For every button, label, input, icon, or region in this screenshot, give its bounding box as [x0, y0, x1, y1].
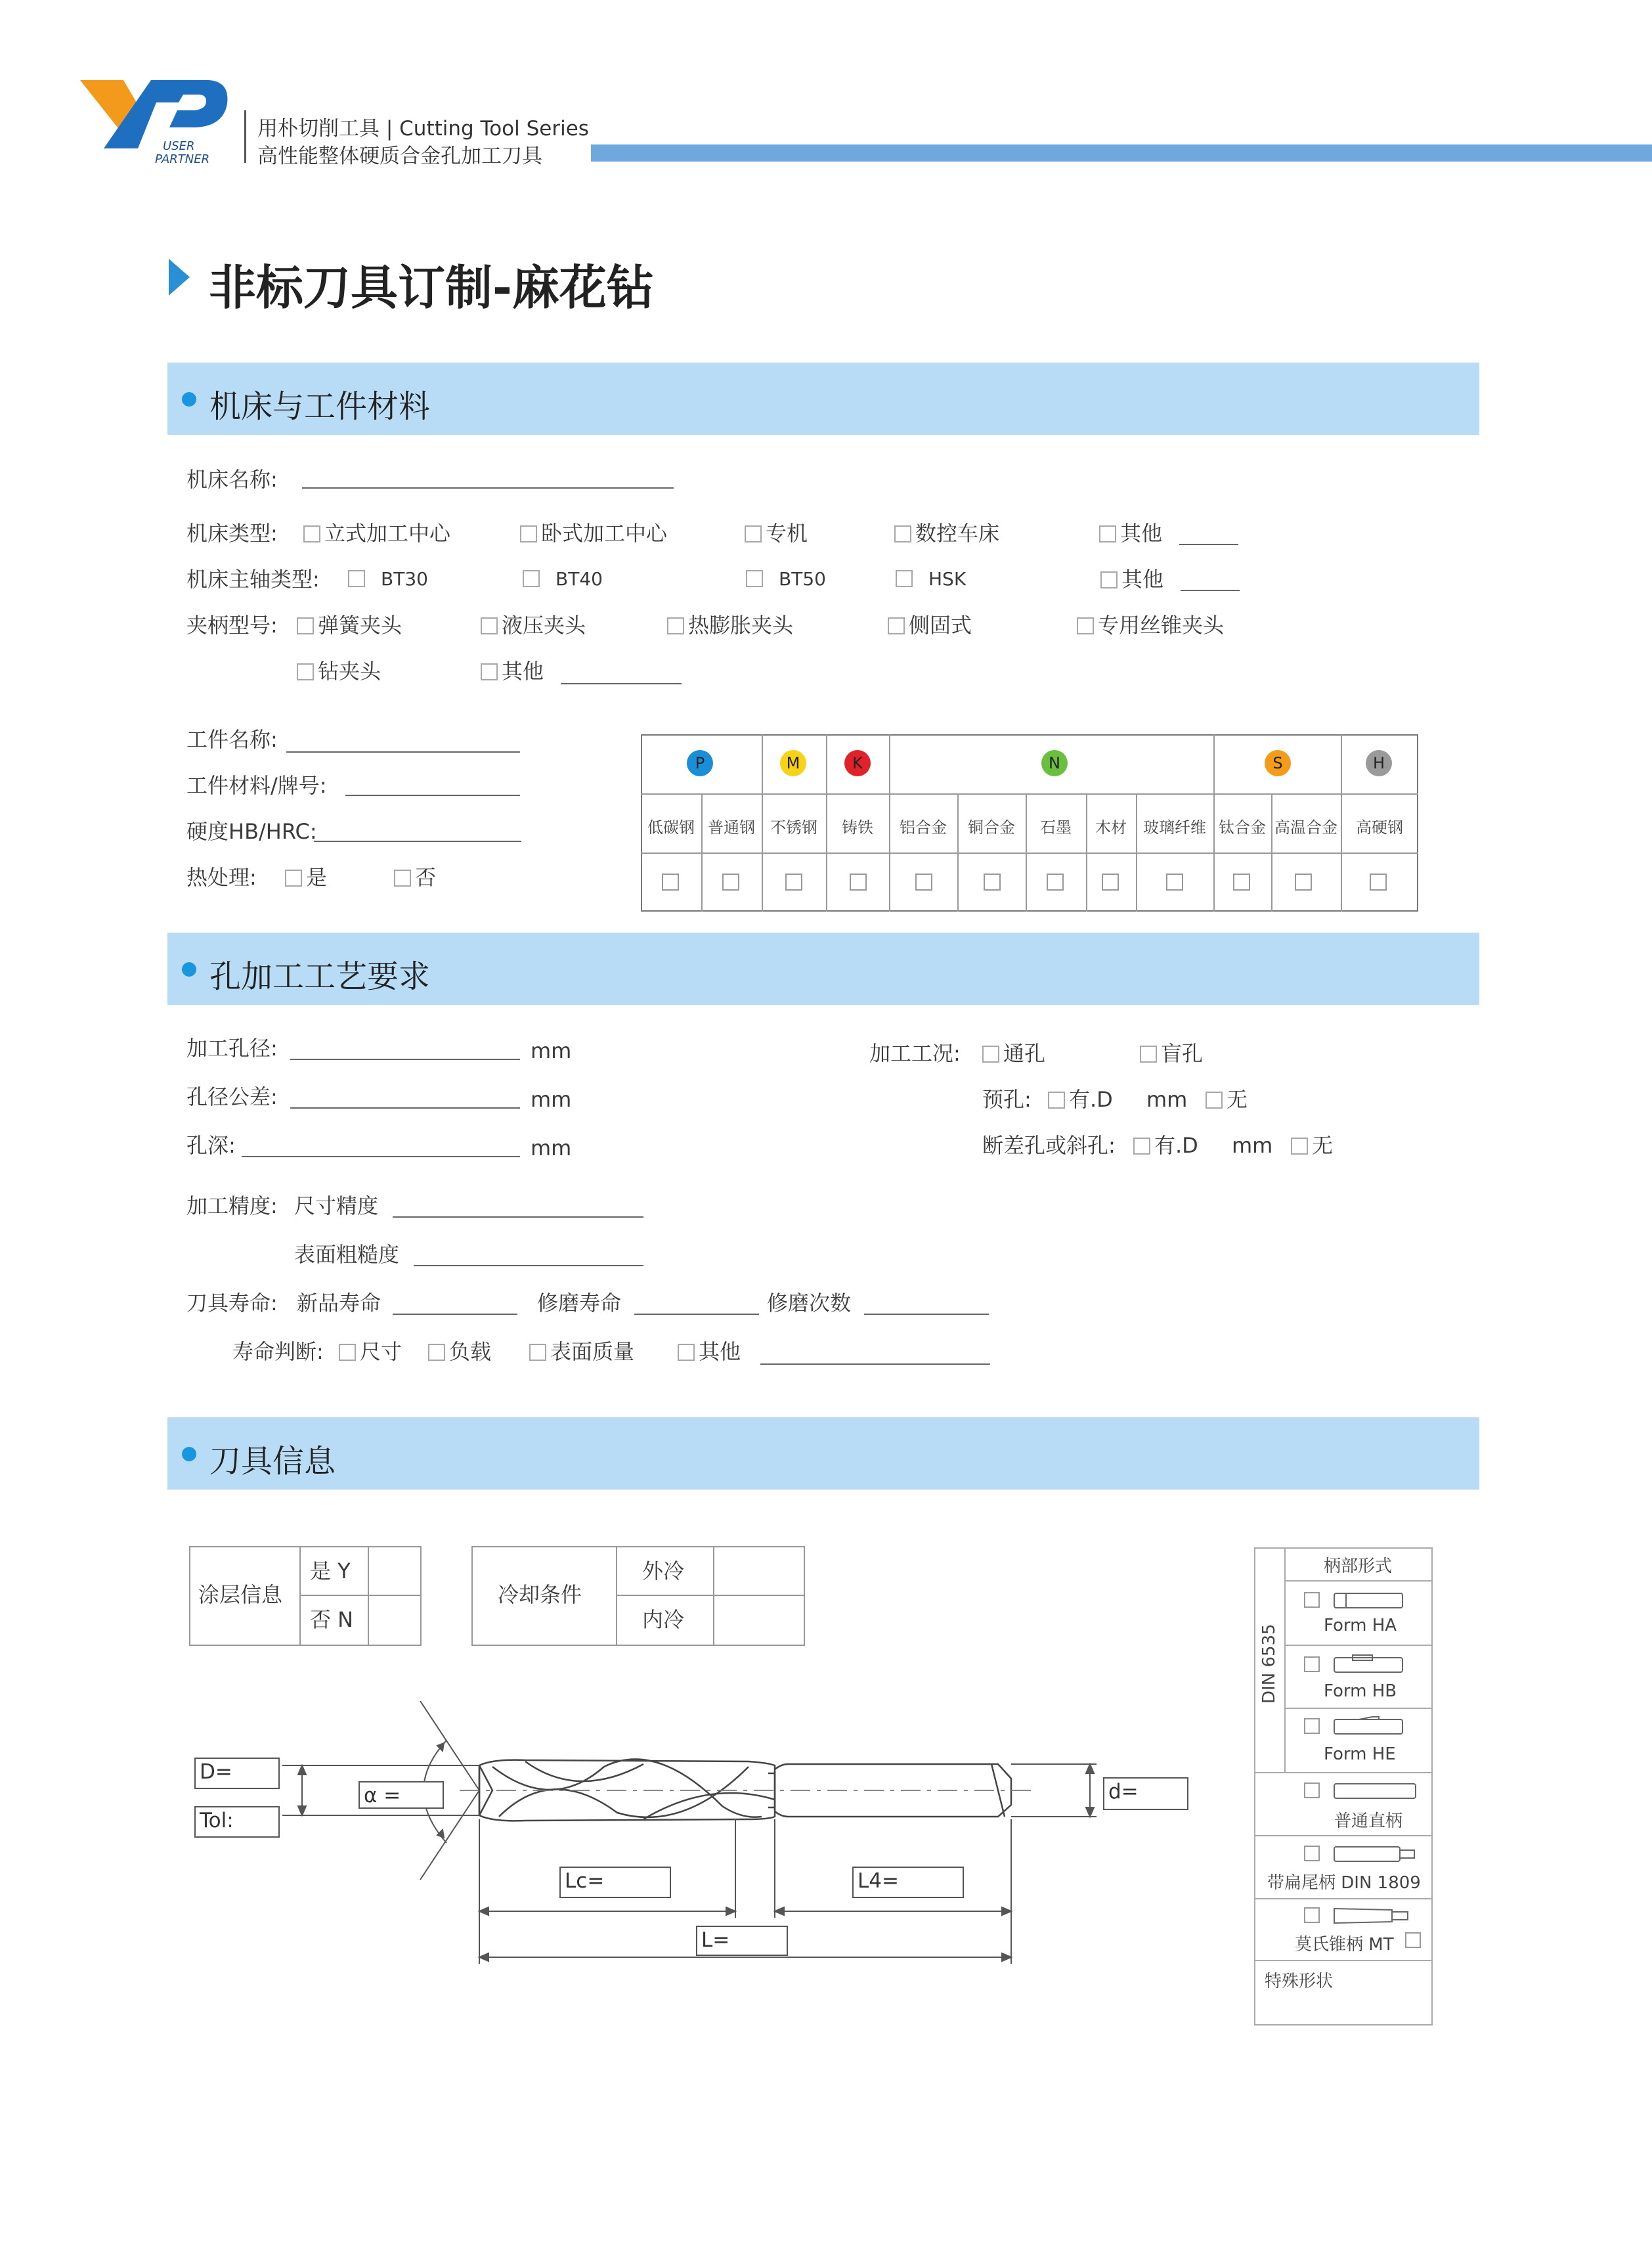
shank-hb-label: Form HB: [1324, 1681, 1397, 1701]
surface-label: 表面粗糙度: [294, 1242, 400, 1267]
checkbox[interactable]: [1206, 1092, 1223, 1109]
shank-tang-icon: [1333, 1843, 1418, 1865]
table-col-line: [957, 793, 959, 912]
table-col-line: [1136, 793, 1137, 912]
cooling-external: 外冷: [642, 1559, 685, 1583]
checkbox[interactable]: [667, 617, 684, 634]
dim-l4-input[interactable]: L4=: [852, 1867, 964, 1898]
spindle-other[interactable]: 其他: [1100, 569, 1163, 590]
shank-plain-label: 普通直柄: [1334, 1811, 1403, 1831]
spindle-hsk[interactable]: HSK: [896, 570, 966, 588]
checkbox[interactable]: [481, 663, 498, 680]
checkbox[interactable]: [982, 1046, 999, 1063]
spindle-label: 机床主轴类型:: [186, 567, 320, 592]
dim-alpha-input[interactable]: α =: [359, 1781, 444, 1809]
machine-type-vertical[interactable]: 立式加工中心: [303, 523, 450, 544]
spindle-bt30[interactable]: BT30: [348, 570, 428, 588]
shank-ha-checkbox[interactable]: [1304, 1592, 1320, 1608]
material-group-s: S: [1265, 750, 1291, 776]
dim-lc-input[interactable]: Lc=: [559, 1867, 671, 1898]
panel-line: [1254, 1835, 1433, 1836]
material-group-h: H: [1366, 750, 1392, 776]
checkbox[interactable]: [1099, 525, 1116, 542]
spindle-other-field[interactable]: [1181, 590, 1240, 591]
material-checkbox[interactable]: [915, 874, 932, 891]
hole-depth-label: 孔深:: [186, 1133, 236, 1158]
checkbox[interactable]: [888, 617, 905, 634]
material-group-k: K: [844, 750, 871, 776]
dim-precision-field[interactable]: [393, 1216, 643, 1218]
checkbox[interactable]: [297, 617, 314, 634]
table-rule: [641, 793, 1418, 795]
box-line: [616, 1546, 617, 1646]
material-checkbox[interactable]: [1166, 874, 1183, 891]
header-bar: [591, 144, 1652, 162]
machine-name-field[interactable]: [302, 487, 674, 489]
material-label: 铝合金: [900, 818, 947, 837]
checkbox[interactable]: [520, 525, 537, 542]
checkbox[interactable]: [428, 1344, 445, 1361]
table-rule: [641, 852, 1418, 854]
holder-shrink[interactable]: 热膨胀夹头: [667, 615, 793, 636]
judge-other-field[interactable]: [760, 1363, 990, 1365]
logo: [77, 77, 235, 169]
shank-special-label: 特殊形状: [1265, 1972, 1334, 1991]
series-line-1: 用朴切削工具 | Cutting Tool Series: [257, 117, 589, 141]
shank-he-icon: [1333, 1716, 1405, 1738]
prehole-label: 预孔:: [982, 1087, 1032, 1112]
unit-mm: mm: [531, 1038, 572, 1063]
checkbox[interactable]: [1077, 617, 1094, 634]
condition-through[interactable]: 通孔: [982, 1043, 1045, 1064]
checkbox[interactable]: [529, 1344, 546, 1361]
judge-load[interactable]: 负载: [428, 1341, 491, 1362]
coating-yes-cell[interactable]: [370, 1549, 419, 1592]
material-checkbox[interactable]: [850, 874, 867, 891]
table-col-line: [1271, 793, 1272, 912]
shank-tang-label: 带扁尾柄 DIN 1809: [1267, 1873, 1421, 1893]
workpiece-material-label: 工件材料/牌号:: [186, 773, 327, 798]
step-hole-label: 断差孔或斜孔:: [982, 1133, 1116, 1158]
hole-diameter-field[interactable]: [290, 1059, 520, 1060]
regrind-count-label: 修磨次数: [767, 1291, 852, 1316]
hole-tolerance-label: 孔径公差:: [186, 1084, 278, 1109]
panel-line: [1254, 1898, 1433, 1899]
dim-d-input[interactable]: D=: [194, 1758, 280, 1789]
checkbox[interactable]: [348, 570, 365, 587]
title-arrow-icon: [169, 259, 190, 296]
table-col-line: [701, 793, 703, 912]
spindle-bt50[interactable]: BT50: [746, 570, 826, 588]
heat-treat-label: 热处理:: [186, 865, 257, 890]
section-title: 孔加工工艺要求: [209, 958, 431, 995]
hardness-field[interactable]: [314, 841, 521, 842]
material-checkbox[interactable]: [1295, 874, 1312, 891]
shank-hb-checkbox[interactable]: [1304, 1656, 1320, 1672]
shank-morse-mt-checkbox[interactable]: [1405, 1932, 1421, 1948]
shank-ha-icon: [1333, 1589, 1405, 1612]
material-label: 钛合金: [1219, 818, 1266, 837]
material-checkbox[interactable]: [785, 874, 802, 891]
checkbox[interactable]: [678, 1344, 695, 1361]
checkbox[interactable]: [394, 870, 411, 887]
section-dot-icon: [182, 962, 196, 977]
section-title: 机床与工件材料: [209, 388, 431, 425]
material-label: 普通钢: [708, 818, 755, 837]
machine-type-other-field[interactable]: [1179, 544, 1238, 545]
step-hole-no[interactable]: 无: [1291, 1135, 1333, 1156]
hole-tolerance-field[interactable]: [290, 1107, 520, 1109]
material-checkbox[interactable]: [1233, 874, 1250, 891]
new-life-label: 新品寿命: [297, 1291, 381, 1316]
material-label: 玻璃纤维: [1143, 818, 1206, 837]
regrind-life-field[interactable]: [634, 1314, 759, 1315]
checkbox[interactable]: [1048, 1092, 1065, 1109]
condition-label: 加工工况:: [869, 1041, 961, 1066]
cooling-internal-cell[interactable]: [716, 1597, 802, 1643]
shank-title: 柄部形式: [1324, 1557, 1393, 1576]
material-label: 铜合金: [968, 818, 1015, 837]
surface-field[interactable]: [414, 1265, 643, 1266]
logo-text-partner: PARTNER: [155, 152, 210, 166]
box-line: [616, 1595, 805, 1596]
holder-tap-chuck[interactable]: 专用丝锥夹头: [1077, 615, 1224, 636]
section-tool-info: [167, 1417, 1479, 1490]
judge-other[interactable]: 其他: [678, 1341, 741, 1362]
unit-mm: mm: [531, 1087, 572, 1112]
material-label: 高温合金: [1274, 818, 1337, 837]
material-label: 低碳钢: [647, 818, 695, 837]
material-checkbox[interactable]: [1047, 874, 1064, 891]
heat-treat-no[interactable]: 否: [394, 867, 436, 888]
machine-type-horizontal[interactable]: 卧式加工中心: [520, 523, 667, 544]
judge-size[interactable]: 尺寸: [339, 1341, 402, 1362]
checkbox[interactable]: [894, 525, 911, 542]
material-label: 石墨: [1040, 818, 1072, 837]
box-line: [299, 1595, 422, 1596]
hole-depth-field[interactable]: [242, 1156, 520, 1157]
dim-precision-label: 尺寸精度: [294, 1193, 379, 1218]
series-line-2: 高性能整体硬质合金孔加工刀具: [257, 144, 542, 168]
checkbox[interactable]: [285, 870, 302, 887]
material-group-m: M: [780, 750, 806, 776]
material-checkbox[interactable]: [722, 874, 739, 891]
machine-type-other[interactable]: 其他: [1099, 523, 1162, 544]
material-checkbox[interactable]: [662, 874, 679, 891]
coating-label: 涂层信息: [198, 1582, 283, 1607]
cooling-external-cell[interactable]: [716, 1549, 802, 1592]
judge-surface[interactable]: 表面质量: [529, 1341, 634, 1362]
header-divider: [244, 110, 246, 163]
holder-label: 夹柄型号:: [186, 613, 278, 638]
din-6535-label: DIN 6535: [1259, 1624, 1279, 1704]
box-line: [713, 1546, 714, 1646]
holder-side-lock[interactable]: 侧固式: [888, 615, 972, 636]
precision-label: 加工精度:: [186, 1193, 278, 1218]
hardness-label: 硬度HB/HRC:: [186, 819, 317, 844]
checkbox[interactable]: [1100, 571, 1118, 588]
tool-life-label: 刀具寿命:: [186, 1291, 278, 1316]
workpiece-name-field[interactable]: [286, 751, 520, 753]
workpiece-material-field[interactable]: [345, 795, 520, 796]
panel-line: [1284, 1708, 1433, 1709]
material-checkbox[interactable]: [1370, 874, 1387, 891]
section-dot-icon: [182, 392, 196, 407]
spindle-bt40[interactable]: BT40: [523, 570, 603, 588]
shank-tang-checkbox[interactable]: [1304, 1846, 1320, 1861]
shank-special-field[interactable]: [1257, 1990, 1430, 2023]
dim-tol-input[interactable]: Tol:: [194, 1806, 280, 1838]
shank-morse-icon: [1333, 1905, 1418, 1927]
coating-yes: 是 Y: [310, 1559, 351, 1583]
material-group-p: P: [687, 750, 713, 776]
new-life-field[interactable]: [393, 1314, 517, 1315]
hole-diameter-label: 加工孔径:: [186, 1036, 278, 1061]
section-hole-process: [167, 933, 1479, 1005]
panel-line: [1254, 1772, 1433, 1773]
cooling-internal: 内冷: [642, 1607, 685, 1632]
section-machine-material: [167, 363, 1479, 435]
coating-no: 否 N: [310, 1607, 354, 1632]
shank-plain-icon: [1333, 1780, 1418, 1802]
material-label: 铸铁: [842, 818, 873, 837]
checkbox[interactable]: [746, 570, 763, 587]
holder-collet[interactable]: 弹簧夹头: [297, 615, 402, 636]
logo-text-user: USER: [163, 139, 195, 153]
workpiece-name-label: 工件名称:: [186, 727, 278, 752]
holder-drill-chuck[interactable]: 钻夹头: [297, 661, 381, 682]
section-title: 刀具信息: [209, 1443, 336, 1480]
unit-mm: mm: [1232, 1133, 1273, 1158]
machine-name-label: 机床名称:: [186, 467, 278, 492]
page-title: 非标刀具订制-麻花钻: [209, 260, 654, 315]
coating-no-cell[interactable]: [370, 1597, 419, 1643]
section-dot-icon: [182, 1447, 196, 1461]
machine-type-label: 机床类型:: [186, 521, 278, 546]
unit-mm: mm: [531, 1136, 572, 1161]
dim-shank-d-input[interactable]: d=: [1103, 1777, 1188, 1810]
panel-line: [1284, 1580, 1433, 1582]
shank-plain-checkbox[interactable]: [1304, 1782, 1320, 1798]
material-checkbox[interactable]: [984, 874, 1001, 891]
checkbox[interactable]: [481, 617, 498, 634]
heat-treat-yes[interactable]: 是: [285, 867, 327, 888]
checkbox[interactable]: [297, 663, 314, 680]
box-line: [299, 1546, 301, 1646]
holder-hydraulic[interactable]: 液压夹头: [481, 615, 586, 636]
prehole-yes[interactable]: 有.D: [1048, 1089, 1113, 1110]
table-col-line: [1026, 793, 1027, 912]
shank-he-label: Form HE: [1324, 1744, 1396, 1764]
material-label: 木材: [1095, 818, 1127, 837]
shank-morse-checkbox[interactable]: [1304, 1907, 1320, 1923]
prehole-no[interactable]: 无: [1206, 1089, 1248, 1110]
machine-type-cnc-lathe[interactable]: 数控车床: [894, 523, 999, 544]
dim-l-input[interactable]: L=: [696, 1926, 788, 1956]
material-checkbox[interactable]: [1102, 874, 1119, 891]
shank-hb-icon: [1333, 1654, 1405, 1676]
holder-other-field[interactable]: [561, 683, 682, 684]
checkbox[interactable]: [523, 570, 540, 587]
panel-line: [1254, 1960, 1433, 1961]
checkbox[interactable]: [303, 525, 320, 542]
material-label: 高硬钢: [1356, 818, 1403, 837]
regrind-count-field[interactable]: [864, 1314, 989, 1315]
material-label: 不锈钢: [770, 818, 817, 837]
step-hole-yes[interactable]: 有.D: [1133, 1135, 1198, 1156]
shank-ha-label: Form HA: [1324, 1616, 1397, 1635]
checkbox[interactable]: [1133, 1138, 1150, 1155]
checkbox[interactable]: [745, 525, 762, 542]
life-judge-label: 寿命判断:: [232, 1339, 324, 1364]
material-group-n: N: [1041, 750, 1068, 776]
shank-morse-label: 莫氏锥柄 MT: [1295, 1935, 1394, 1955]
unit-mm: mm: [1146, 1087, 1188, 1112]
shank-he-checkbox[interactable]: [1304, 1718, 1320, 1734]
regrind-life-label: 修磨寿命: [537, 1291, 622, 1316]
checkbox[interactable]: [339, 1344, 356, 1361]
box-line: [368, 1546, 369, 1646]
condition-blind[interactable]: 盲孔: [1140, 1043, 1203, 1064]
cooling-label: 冷却条件: [498, 1582, 582, 1607]
machine-type-special[interactable]: 专机: [745, 523, 808, 544]
holder-other[interactable]: 其他: [481, 661, 544, 682]
panel-line: [1284, 1645, 1433, 1646]
table-col-line: [1086, 793, 1087, 912]
checkbox[interactable]: [896, 570, 913, 587]
checkbox[interactable]: [1140, 1046, 1157, 1063]
checkbox[interactable]: [1291, 1138, 1308, 1155]
